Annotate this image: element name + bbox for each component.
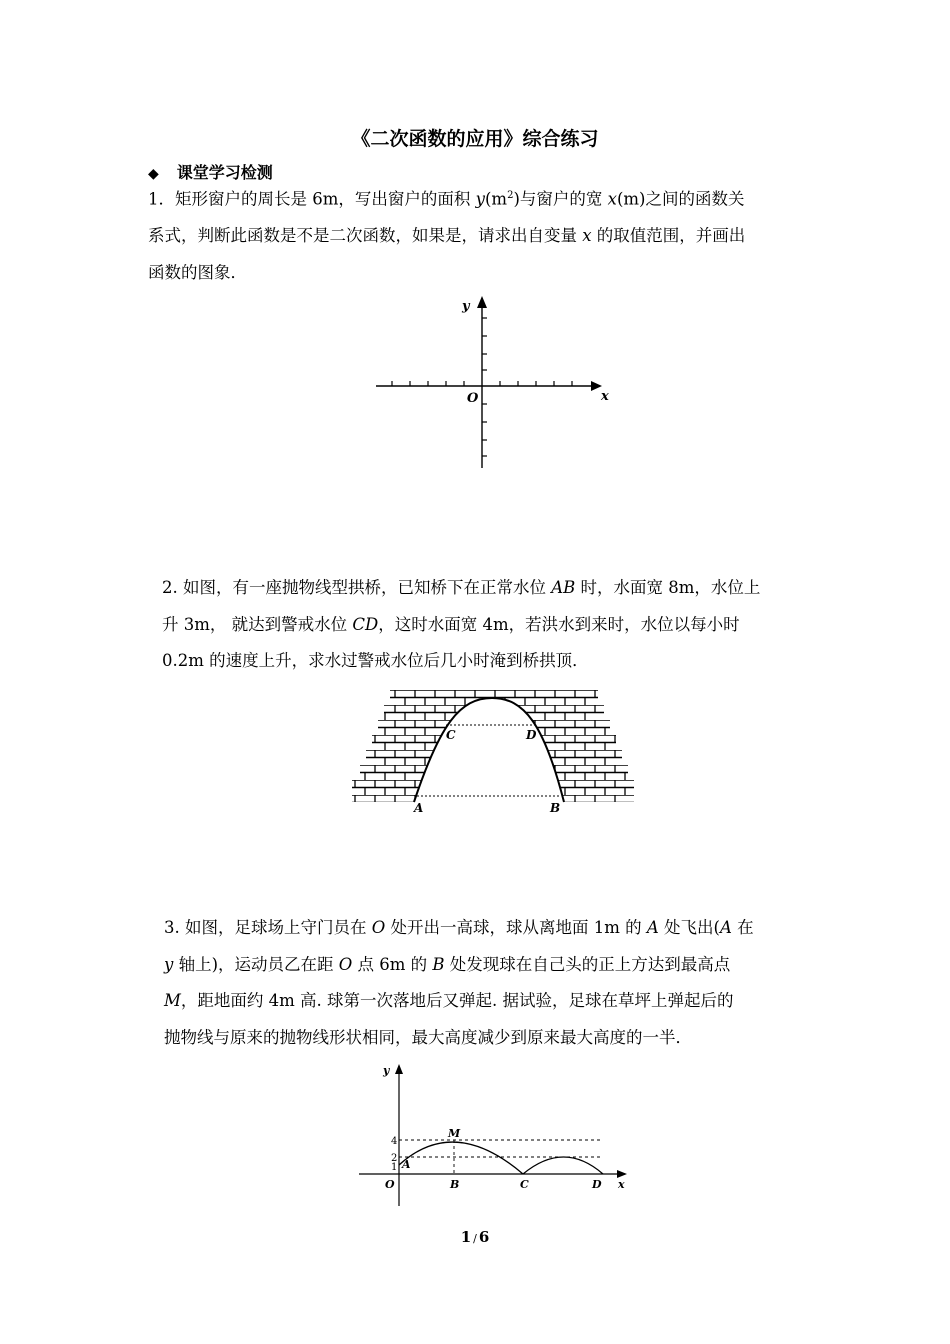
q3-line-4: 抛物线与原来的抛物线形状相同，最大高度减少到原来最大高度的一半． — [164, 1027, 692, 1047]
y-axis-arrow-icon — [477, 296, 487, 308]
point-d-label: D — [526, 728, 537, 742]
q2-line-1: 2. 如图，有一座抛物线型拱桥，已知桥下在正常水位 AB 时，水面宽 8m，水位上 — [162, 578, 761, 597]
tick-label-4: 4 — [391, 1136, 398, 1147]
point-c-label: C — [446, 728, 456, 742]
q2-line-2: 升 3m， 就达到警戒水位 CD，这时水面宽 4m，若洪水到来时，水位以每小时 — [162, 614, 740, 634]
q2-arch-bridge-figure — [350, 684, 635, 819]
question-1-text — [148, 178, 808, 291]
question-3-text — [164, 910, 808, 1056]
point-a-label: A — [414, 801, 424, 815]
y-axis-label: y — [462, 299, 470, 314]
point-c-label: C — [520, 1178, 529, 1191]
q3-line-3: M，距地面约 4m 高. 球第一次落地后又弹起. 据试验，足球在草坪上弹起后的 — [164, 991, 734, 1010]
q2-line-3: 0.2m 的速度上升，求水过警戒水位后几小时淹到桥拱顶． — [162, 651, 589, 670]
point-a-label: A — [402, 1158, 411, 1171]
q1-coordinate-axes-figure — [370, 290, 620, 475]
q1-line-1: 1．矩形窗户的周长是 6m，写出窗户的面积 $y(m^2)$与窗户的宽 x(m)之间的函数关 — [148, 189, 745, 209]
q3-line-1: 3. 如图，足球场上守门员在 O 处开出一高球，球从离地面 1m 的 A 处飞出(A 在 — [164, 918, 754, 937]
point-m-label: M — [448, 1127, 461, 1140]
y-axis-arrow-icon — [395, 1064, 403, 1074]
point-b-label: B — [450, 1178, 460, 1191]
q3-football-trajectory-figure — [355, 1060, 640, 1210]
section-label: 课堂学习检测 — [176, 163, 273, 182]
point-b-label: B — [550, 801, 561, 815]
x-axis-arrow-icon — [617, 1170, 627, 1178]
diamond-bullet-icon: ◆ — [148, 166, 159, 182]
page-title: 《二次函数的应用》综合练习 — [351, 128, 599, 150]
tick-label-1: 1 — [391, 1162, 398, 1173]
q3-line-2: y 轴上)，运动员乙在距 O 点 6m 的 B 处发现球在自己头的正上方达到最高点 — [164, 954, 731, 974]
first-parabola — [399, 1142, 523, 1174]
page-number: 1 / 6 — [460, 1228, 490, 1246]
origin-label: O — [385, 1178, 395, 1191]
point-d-label: D — [592, 1178, 602, 1191]
x-axis-label: x — [601, 389, 609, 404]
tick-label-2: 2 — [391, 1153, 398, 1164]
q1-line-2: 系式，判断此函数是不是二次函数，如果是，请求出自变量 x 的取值范围，并画出 — [148, 226, 746, 245]
q1-line-3: 函数的图象． — [148, 262, 247, 282]
second-parabola — [523, 1157, 603, 1174]
origin-label: O — [467, 391, 479, 406]
y-axis-label: y — [383, 1064, 390, 1077]
question-2-text — [162, 570, 808, 680]
x-axis-label: x — [618, 1178, 625, 1191]
